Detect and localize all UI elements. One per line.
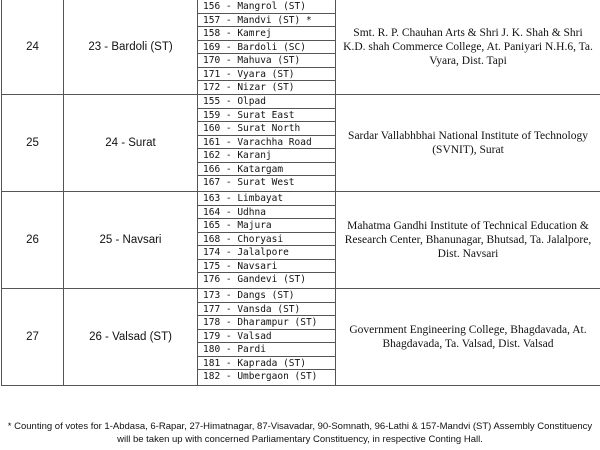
- table-row-group: [2, 191, 600, 288]
- assembly-segment: 179 - Valsad: [198, 330, 335, 344]
- counting-venue: Sardar Vallabhbhai National Institute of Technology (SVNIT), Surat: [348, 130, 588, 156]
- table-row-group: [2, 0, 600, 94]
- assembly-segment: 177 - Vansda (ST): [198, 303, 335, 317]
- parliamentary-constituency: 26 - Valsad (ST): [64, 289, 198, 385]
- assembly-segment: 168 - Choryasi: [198, 233, 335, 247]
- assembly-segment: 178 - Dharampur (ST): [198, 316, 335, 330]
- parliamentary-constituency: 23 - Bardoli (ST): [64, 0, 198, 94]
- counting-venue: Government Engineering College, Bhagdavada, At. Bhagdavada, Ta. Valsad, Dist. Valsad: [349, 324, 587, 350]
- assembly-segments: [198, 192, 336, 288]
- assembly-segment: 170 - Mahuva (ST): [198, 54, 335, 68]
- assembly-segment: 162 - Karanj: [198, 149, 335, 163]
- serial-number: 24: [2, 0, 64, 94]
- serial-number: 25: [2, 95, 64, 191]
- assembly-segment: 164 - Udhna: [198, 206, 335, 220]
- assembly-segment: 159 - Surat East: [198, 109, 335, 123]
- assembly-segment: 163 - Limbayat: [198, 192, 335, 206]
- assembly-segments: [198, 95, 336, 191]
- parliamentary-constituency: 25 - Navsari: [64, 192, 198, 288]
- serial-number: 27: [2, 289, 64, 385]
- assembly-segments: [198, 289, 336, 385]
- assembly-segment: 174 - Jalalpore: [198, 246, 335, 260]
- table-row-group: [2, 94, 600, 191]
- assembly-segment: 172 - Nizar (ST): [203, 82, 295, 93]
- assembly-segment: 161 - Varachha Road: [198, 136, 335, 150]
- counting-venue: Mahatma Gandhi Institute of Technical Education & Research Center, Bhanunagar, Bhutsad, Ta. Jalalpore, Dist. Navsari: [344, 220, 592, 260]
- footnote: * Counting of votes for 1-Abdasa, 6-Rapar, 27-Himatnagar, 87-Visavadar, 90-Somnath, 96-Lathi & 157-Mandvi (ST) Assembly Constituency will be taken up with concerned Parliamentary Constituency, in respective Conting Hall.: [7, 421, 593, 445]
- assembly-segment: 169 - Bardoli (SC): [198, 41, 335, 55]
- assembly-segment: 156 - Mangrol (ST): [198, 0, 335, 14]
- assembly-segment: 175 - Navsari: [198, 260, 335, 274]
- counting-centres-table: [1, 0, 600, 386]
- assembly-segment: 173 - Dangs (ST): [198, 289, 335, 303]
- assembly-segment: 166 - Katargam: [198, 163, 335, 177]
- assembly-segment: 181 - Kaprada (ST): [198, 357, 335, 371]
- assembly-segment: 180 - Pardi: [198, 343, 335, 357]
- assembly-segment: 171 - Vyara (ST): [198, 68, 335, 82]
- assembly-segment: 158 - Kamrej: [198, 27, 335, 41]
- serial-number: 26: [2, 192, 64, 288]
- assembly-segment: 167 - Surat West: [203, 177, 295, 188]
- assembly-segment: 165 - Majura: [198, 219, 335, 233]
- assembly-segment: 182 - Umbergaon (ST): [203, 371, 318, 382]
- assembly-segment: 176 - Gandevi (ST): [203, 274, 306, 285]
- assembly-segment: 155 - Olpad: [198, 95, 335, 109]
- assembly-segments: [198, 0, 336, 94]
- assembly-segment: 160 - Surat North: [198, 122, 335, 136]
- assembly-segment: 157 - Mandvi (ST) *: [198, 14, 335, 28]
- table-row-group: [2, 288, 600, 385]
- counting-venue: Smt. R. P. Chauhan Arts & Shri J. K. Shah & Shri K.D. shah Commerce College, At. Paniyari N.H.6, Ta. Vyara, Dist. Tapi: [343, 27, 593, 67]
- parliamentary-constituency: 24 - Surat: [64, 95, 198, 191]
